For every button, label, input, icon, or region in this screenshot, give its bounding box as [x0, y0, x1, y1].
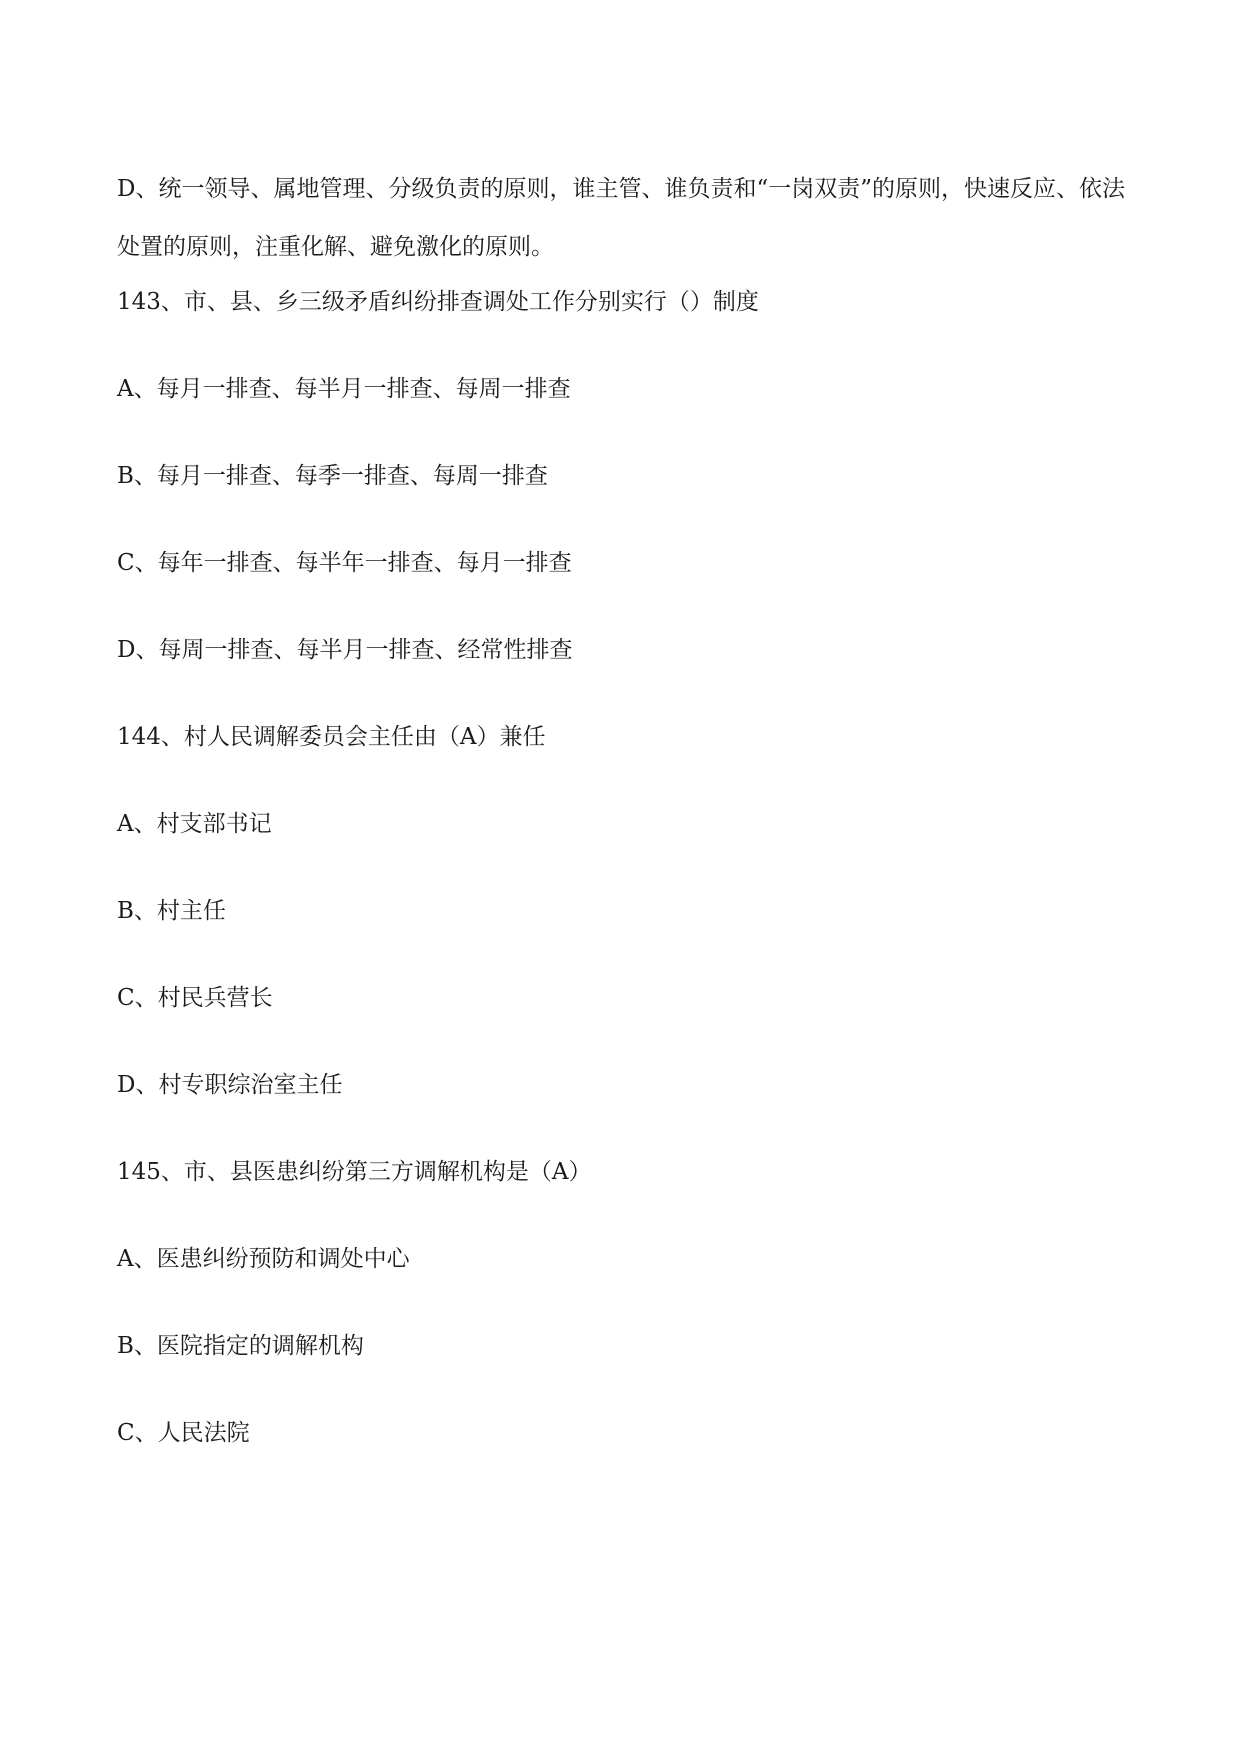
- option-d-q143: D、每周一排查、每半月一排查、经常性排查: [117, 637, 573, 663]
- option-c-q143: C、每年一排查、每半年一排查、每月一排查: [117, 550, 572, 576]
- question-143: 143、市、县、乡三级矛盾纠纷排查调处工作分别实行（）制度: [117, 289, 759, 315]
- option-c-q144: C、村民兵营长: [117, 985, 273, 1011]
- option-b-q144: B、村主任: [117, 898, 226, 924]
- question-144: 144、村人民调解委员会主任由（A）兼任: [117, 724, 546, 750]
- option-d-q144: D、村专职综治室主任: [117, 1072, 343, 1098]
- option-d-q142: D、统一领导、属地管理、分级负责的原则，谁主管、谁负责和“一岗双责”的原则，快速反应、依法处置的原则，注重化解、避免激化的原则。: [117, 176, 1125, 260]
- option-b-q145: B、医院指定的调解机构: [117, 1333, 364, 1359]
- option-a-q144: A、村支部书记: [117, 811, 272, 837]
- option-a-q143: A、每月一排查、每半月一排查、每周一排查: [117, 376, 571, 402]
- option-b-q143: B、每月一排查、每季一排查、每周一排查: [117, 463, 548, 489]
- question-145: 145、市、县医患纠纷第三方调解机构是（A）: [117, 1159, 592, 1185]
- option-c-q145: C、人民法院: [117, 1420, 250, 1446]
- option-a-q145: A、医患纠纷预防和调处中心: [117, 1246, 410, 1272]
